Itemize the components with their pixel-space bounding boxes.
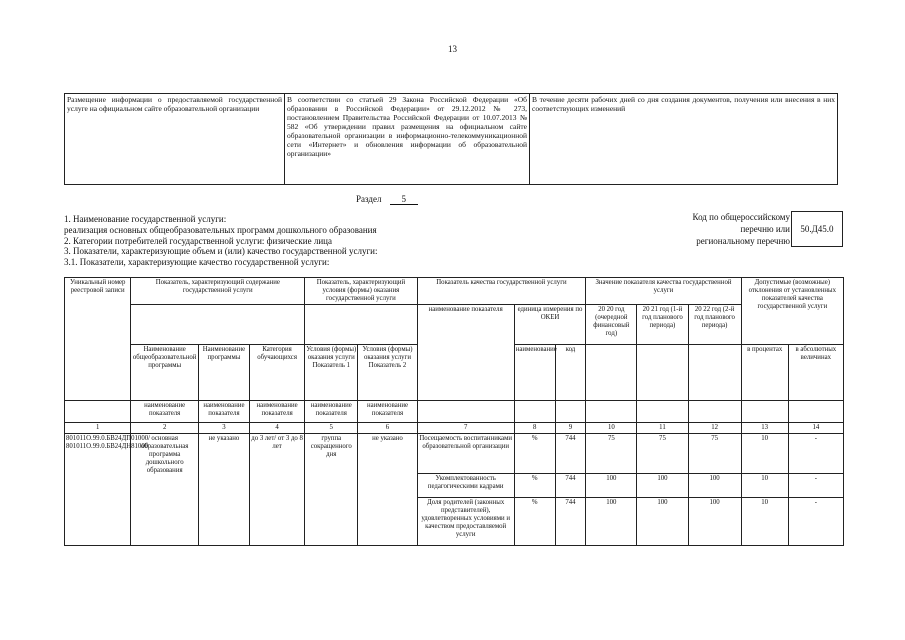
placement-basis-cell: В соответствии со статьей 29 Закона Российской Федерации «Об образовании в Российской Федерации» от 29.12.2012 № 273, постановлением Правительства Российской Федерации от 10.07.2013 № 582 «Об утверждении правил размещения на официальном сайте образовательной организации в информационно-телекоммуникационной сети «Интернет» и обновления информации об образовательной организации»	[285, 94, 530, 185]
condition-2-value: не указано	[358, 434, 417, 546]
header-content-blank	[131, 305, 305, 345]
indicator-name: Доля родителей (законных представителей), удовлетворенных условиями и качеством предоставляемой услуги	[417, 498, 514, 546]
colnum: 6	[358, 423, 417, 434]
section-number: 5	[390, 194, 418, 205]
sub-category: Категория обучающихся	[250, 345, 305, 401]
indicator-unit: %	[514, 434, 555, 474]
np-11-blank	[637, 401, 688, 423]
header-values: Значение показателя качества государственной услуги	[586, 278, 741, 305]
header-quality: Показатель качества государственной услуги	[417, 278, 586, 305]
indicator-year-2: 100	[637, 498, 688, 546]
indicator-year-1: 100	[586, 474, 637, 498]
np-2: наименование показателя	[131, 401, 198, 423]
page-number: 13	[448, 44, 457, 54]
colnum: 2	[131, 423, 198, 434]
quality-indicators-table	[64, 277, 844, 546]
sub-year-2-blank	[637, 345, 688, 401]
section-heading	[356, 194, 418, 205]
header-unit: единица измерения по ОКЕИ	[514, 305, 586, 345]
service-description	[64, 214, 624, 268]
placement-method-cell: Размещение информации о предоставляемой государственной услуге на официальном сайте образовательной организации	[65, 94, 285, 185]
code-label-2: перечню или	[740, 224, 790, 234]
indicator-unit: %	[514, 474, 555, 498]
indicator-code: 744	[555, 434, 586, 474]
np-5: наименование показателя	[305, 401, 358, 423]
np-13-blank	[741, 401, 788, 423]
np-7-blank	[417, 401, 514, 423]
indicator-year-1: 100	[586, 498, 637, 546]
np-12-blank	[688, 401, 741, 423]
colnum: 14	[788, 423, 843, 434]
indicator-code: 744	[555, 474, 586, 498]
indicator-unit: %	[514, 498, 555, 546]
indicator-year-3: 100	[688, 474, 741, 498]
registry-number: 801011О.99.0.БВ24ДП01000/ 801011О.99.0.БВ24ДН81000	[65, 434, 131, 546]
sub-program-name: Наименование программы	[198, 345, 249, 401]
sub-condition-1: Условия (формы) оказания услуги Показатель 1	[305, 345, 358, 401]
header-allowed: Допустимые (возможные) отклонения от установленных показателей качества государственной услуги	[741, 278, 843, 345]
condition-1-value: группа сокращенного дня	[305, 434, 358, 546]
header-year-1: 20 20 год (очередной финансовый год)	[586, 305, 637, 345]
colnum: 10	[586, 423, 637, 434]
np-9-blank	[555, 401, 586, 423]
line-3: 2. Категории потребителей государственной услуги: физические лица	[64, 235, 332, 246]
header-year-3: 20 22 год (2-й год планового периода)	[688, 305, 741, 345]
np-10-blank	[586, 401, 637, 423]
colnum: 7	[417, 423, 514, 434]
colnum: 8	[514, 423, 555, 434]
colnum: 1	[65, 423, 131, 434]
indicator-name: Укомплектованность педагогическими кадрами	[417, 474, 514, 498]
header-year-2: 20 21 год (1-й год планового периода)	[637, 305, 688, 345]
colnum: 5	[305, 423, 358, 434]
sub-unit-name: наименование	[514, 345, 555, 401]
indicator-name: Посещаемость воспитанниками образовательной организации	[417, 434, 514, 474]
np-4: наименование показателя	[250, 401, 305, 423]
section-label: Раздел	[356, 194, 382, 204]
indicator-absolute: -	[788, 474, 843, 498]
registry-code-label	[640, 211, 790, 247]
category-value: до 3 лет/ от 3 до 8 лет	[250, 434, 305, 546]
code-label-1: Код по общероссийскому	[692, 212, 790, 222]
header-conditions-blank	[305, 305, 417, 345]
np-1-blank	[65, 401, 131, 423]
np-14-blank	[788, 401, 843, 423]
sub-year-3-blank	[688, 345, 741, 401]
indicator-year-2: 75	[637, 434, 688, 474]
line-2: реализация основных общеобразовательных программ дошкольного образования	[64, 224, 377, 235]
placement-frequency-cell: В течение десяти рабочих дней со дня создания документов, получения или внесения в них соответствующих изменений	[530, 94, 838, 185]
indicator-percent: 10	[741, 474, 788, 498]
header-registry: Уникальный номер реестровой записи	[65, 278, 131, 401]
sub-absolute: в абсолютных величинах	[788, 345, 843, 401]
np-8-blank	[514, 401, 555, 423]
colnum: 3	[198, 423, 249, 434]
indicator-year-3: 100	[688, 498, 741, 546]
header-quality-name: наименование показателя	[417, 305, 514, 401]
program-value: основная образовательная программа дошкольного образования	[131, 434, 198, 546]
colnum: 11	[637, 423, 688, 434]
colnum: 9	[555, 423, 586, 434]
indicator-year-3: 75	[688, 434, 741, 474]
line-5: 3.1. Показатели, характеризующие качество государственной услуги:	[64, 257, 330, 268]
registry-code-value: 50.Д45.0	[791, 211, 843, 247]
sub-condition-2: Условия (формы) оказания услуги Показатель 2	[358, 345, 417, 401]
indicator-year-1: 75	[586, 434, 637, 474]
indicator-year-2: 100	[637, 474, 688, 498]
indicator-percent: 10	[741, 434, 788, 474]
np-3: наименование показателя	[198, 401, 249, 423]
line-1: 1. Наименование государственной услуги:	[64, 214, 227, 224]
sub-percent: в процентах	[741, 345, 788, 401]
colnum: 12	[688, 423, 741, 434]
np-6: наименование показателя	[358, 401, 417, 423]
colnum: 4	[250, 423, 305, 434]
sub-year-1-blank	[586, 345, 637, 401]
indicator-absolute: -	[788, 498, 843, 546]
line-4: 3. Показатели, характеризующие объем и (или) качество государственной услуги:	[64, 246, 378, 257]
placement-table	[64, 93, 838, 185]
header-conditions: Показатель, характеризующий условия (формы) оказания государственной услуги	[305, 278, 417, 305]
colnum: 13	[741, 423, 788, 434]
sub-unit-code: код	[555, 345, 586, 401]
program-name-value: не указано	[198, 434, 249, 546]
sub-program: Наименование общеобразовательной программы	[131, 345, 198, 401]
indicator-percent: 10	[741, 498, 788, 546]
indicator-code: 744	[555, 498, 586, 546]
code-label-3: региональному перечню	[696, 236, 790, 246]
indicator-absolute: -	[788, 434, 843, 474]
header-content: Показатель, характеризующий содержание государственной услуги	[131, 278, 305, 305]
